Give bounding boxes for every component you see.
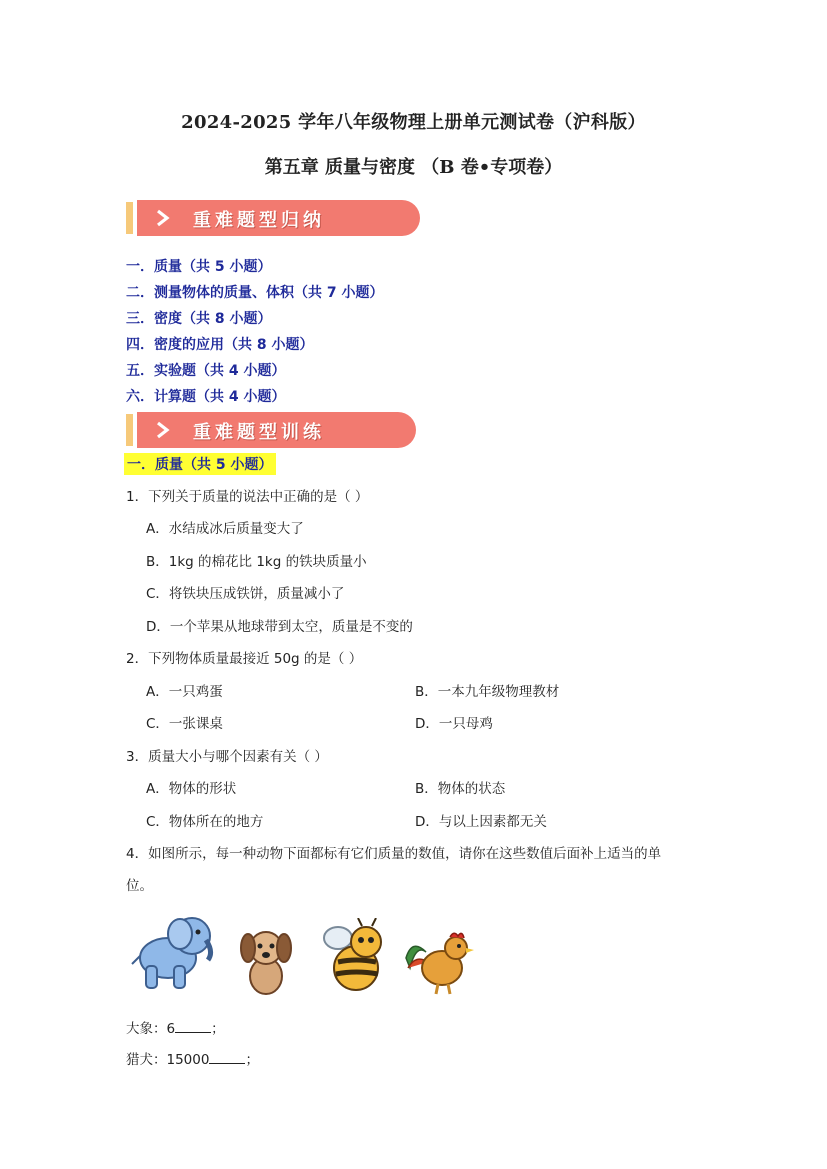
q3-option-d[interactable]: D．与以上因素都无关 <box>415 814 547 830</box>
toc-item-4[interactable]: 四．密度的应用（共 8 小题） <box>126 337 314 353</box>
banner-stripe <box>126 202 133 234</box>
q2-option-a[interactable]: A．一只鸡蛋 <box>146 684 223 700</box>
toc-item-3[interactable]: 三．密度（共 8 小题） <box>126 311 272 327</box>
section-heading: 一．质量（共 5 小题） <box>124 453 276 475</box>
chevron-right-icon <box>153 208 173 228</box>
blank-dog-label: 猎犬：15000 <box>126 1052 210 1068</box>
banner-summary <box>126 200 420 236</box>
q3-option-b[interactable]: B．物体的状态 <box>415 781 506 797</box>
toc-item-2[interactable]: 二．测量物体的质量、体积（共 7 小题） <box>126 285 384 301</box>
banner-title: 重难题型训练 <box>193 422 325 443</box>
dog-illustration <box>236 924 296 996</box>
blank-suffix: ； <box>211 1021 225 1037</box>
toc-item-5[interactable]: 五．实验题（共 4 小题） <box>126 363 286 379</box>
blank-suffix: ； <box>245 1052 259 1068</box>
chevron-right-icon <box>153 420 173 440</box>
page-title: 2024-2025 学年八年级物理上册单元测试卷（沪科版） <box>181 112 646 133</box>
q1-option-c[interactable]: C．将铁块压成铁饼，质量减小了 <box>146 586 345 602</box>
answer-blank[interactable] <box>175 1020 211 1033</box>
toc-item-1[interactable]: 一．质量（共 5 小题） <box>126 259 272 275</box>
question-3-stem: 3．质量大小与哪个因素有关（ ） <box>126 749 328 765</box>
q3-option-c[interactable]: C．物体所在的地方 <box>146 814 264 830</box>
rooster-illustration <box>402 928 476 996</box>
q3-option-a[interactable]: A．物体的形状 <box>146 781 237 797</box>
banner-body <box>137 412 416 448</box>
question-1-stem: 1．下列关于质量的说法中正确的是（ ） <box>126 489 369 505</box>
banner-title: 重难题型归纳 <box>193 210 325 231</box>
toc-item-6[interactable]: 六．计算题（共 4 小题） <box>126 389 286 405</box>
q1-option-d[interactable]: D．一个苹果从地球带到太空，质量是不变的 <box>146 619 413 635</box>
question-4-stem-line2: 位。 <box>126 878 153 894</box>
banner-body <box>137 200 420 236</box>
q2-option-d[interactable]: D．一只母鸡 <box>415 716 493 732</box>
q2-option-b[interactable]: B．一本九年级物理教材 <box>415 684 560 700</box>
blank-dog <box>126 1048 259 1068</box>
banner-stripe <box>126 414 133 446</box>
answer-blank[interactable] <box>209 1051 245 1064</box>
q2-option-c[interactable]: C．一张课桌 <box>146 716 223 732</box>
elephant-illustration <box>128 908 216 992</box>
banner-training <box>126 412 416 448</box>
bee-illustration <box>318 918 394 996</box>
q1-option-a[interactable]: A．水结成冰后质量变大了 <box>146 521 304 537</box>
blank-elephant <box>126 1017 225 1037</box>
q1-option-b[interactable]: B．1kg 的棉花比 1kg 的铁块质量小 <box>146 554 367 570</box>
question-4-stem-line1: 4．如图所示，每一种动物下面都标有它们质量的数值，请你在这些数值后面补上适当的单 <box>126 846 662 862</box>
blank-elephant-label: 大象：6 <box>126 1021 176 1037</box>
question-2-stem: 2．下列物体质量最接近 50g 的是（ ） <box>126 651 363 667</box>
page-subtitle: 第五章 质量与密度 （B 卷•专项卷） <box>264 157 563 178</box>
